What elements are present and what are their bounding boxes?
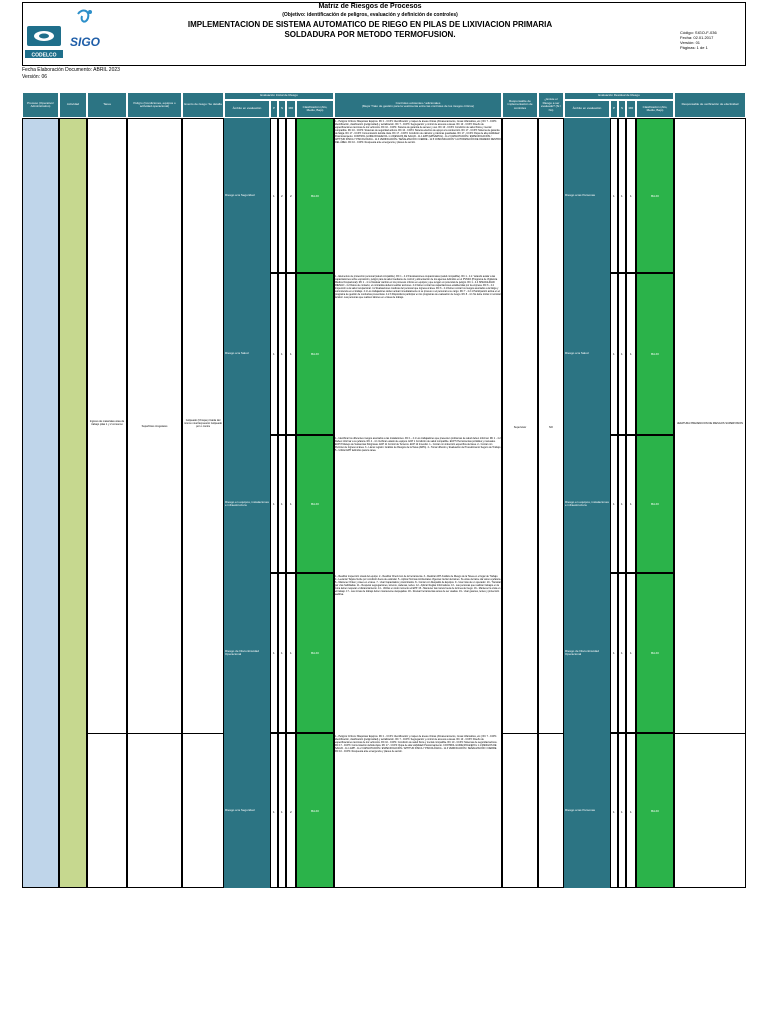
residual-row-3-p: 1 <box>613 502 615 506</box>
risk-row-2-s-cell <box>278 273 286 435</box>
evento-column <box>182 118 224 888</box>
risk-row-1-p-cell <box>270 118 278 273</box>
risk-row-3-p: 1 <box>273 502 275 506</box>
residual-row-2-s: 1 <box>621 352 623 356</box>
header-s: S <box>278 100 286 118</box>
header-evento: Evento de riesgo: Se detalla <box>182 92 224 118</box>
header-actividad: Actividad <box>59 92 87 118</box>
header-clasificacion: Clasificación (Alto, Medio, Bajo) <box>296 100 334 118</box>
proceso-column <box>22 118 59 888</box>
header-ambito-residual: Ámbito en evaluación <box>564 100 610 118</box>
task-separator <box>87 733 224 734</box>
residual-row-4-p: 1 <box>613 651 615 655</box>
existe-text: NO <box>549 426 553 429</box>
header-clasificacion-residual: Clasificación (Alto, Medio, Bajo) <box>636 100 674 118</box>
risk-row-4-p-cell <box>270 573 278 733</box>
risk-row-3-ambito <box>224 435 270 573</box>
peligro-column <box>127 118 182 888</box>
risk-row-5-clasif: BAJO <box>296 733 334 888</box>
header-controles-title: Controles existentes / adicionales <box>395 100 441 105</box>
verificador-text: JEFATURA PREVENCION DE RIESGOS SUPERVISION <box>676 422 744 425</box>
risk-row-1-mr: 2 <box>290 194 292 198</box>
controls-block-4: 1.- Realizar inspección visual del equipo. 2.- Realizar Check List de la herramienta. 3.- Realizar ART Análisis de Riesgo de la Tarea en el lugar de Trabajo. 4.- Levantar Tarjeta Verde por condición fuera de estándar. 5.- Aplicar Normas Ambientales Vigentes: Evitar derrames. Si existe derrame dar aviso a jefatura. 6.- Mantener Orden y Aseo en el área. 7.- Usar Capacitados y Autorizados. 8.- Contar con Respaldo de Equipos. 9.- Usar más de un operador. 10.- Transitar por vías habilitadas. 11.- Respetar segregaciones, letreros, cadenas, tecles. 12.- Aplicar Reglas Informativas. 13.- Las personas que realizan trabajos en la zona deben respetar el distanciamiento. 14.- Utilizar en todo momento el EPP. 15.- Mantener las manos fuera de la línea de fuego. 16.- Mantener la vista en el trabajo. 17.- Las zonas de trabajo deben mantenerse despejadas. 18.- Revisar herramientas antes de ser usadas. 19.- Usar guantes, lentes y protección auditiva. <box>335 575 501 596</box>
header-controles-sub: (Mejor Trato de gestión para la vestimenta entre las controles de los riesgos críticos) <box>361 104 475 108</box>
residual-row-5-ambito <box>564 733 610 888</box>
document-title: Matriz de Riesgos de Procesos <box>318 3 422 10</box>
residual-row-4-clasif: BAJO <box>636 573 674 733</box>
risk-row-5-label: Riesgo a la Seguridad <box>225 807 255 812</box>
residual-row-4-ambito <box>564 573 610 733</box>
document-code-box <box>680 30 717 50</box>
residual-row-3-ambito <box>564 435 610 573</box>
project-title-line2: SOLDADURA POR METODO TERMOFUSION. <box>284 30 456 39</box>
header-p: P <box>270 100 278 118</box>
tarea-text: Ingreso de materiales área de trabajo pilas 1 y 2 consumo <box>89 420 125 426</box>
risk-row-1-ambito <box>224 118 270 273</box>
risk-row-5-p-cell <box>270 733 278 888</box>
risk-row-2-mr-cell <box>286 273 296 435</box>
responsable-column <box>502 118 538 888</box>
residual-row-1-mr: 1 <box>630 194 632 198</box>
header-eval-inicial: Evaluación Inicial de Riesgo <box>224 92 334 100</box>
document-version-line: Versión: 06 <box>22 74 48 80</box>
risk-row-3-clasif: BAJO <box>296 435 334 573</box>
residual-row-3-p-cell <box>610 435 618 573</box>
header-mr-residual: MR <box>626 100 636 118</box>
residual-row-4-s: 1 <box>621 651 623 655</box>
risk-row-4-ambito <box>224 573 270 733</box>
residual-row-2-mr-cell <box>626 273 636 435</box>
header-ambito: Ámbito en evaluación <box>224 100 270 118</box>
risk-row-2-ambito <box>224 273 270 435</box>
risk-row-4-mr-cell <box>286 573 296 733</box>
residual-row-5-s-cell <box>618 733 626 888</box>
header-mr: MR <box>286 100 296 118</box>
residual-row-2-label: Riesgo a la Salud <box>565 351 589 356</box>
risk-row-5-ambito <box>224 733 270 888</box>
risk-row-5-s: 1 <box>281 810 283 814</box>
risk-row-2-p: 1 <box>273 352 275 356</box>
residual-row-3-mr-cell <box>626 435 636 573</box>
residual-row-1-s-cell <box>618 118 626 273</box>
residual-row-1-label: Riesgo a las Personas <box>565 192 596 197</box>
peligro-text: Superficies irregulares <box>141 425 168 428</box>
residual-row-5-s: 1 <box>621 810 623 814</box>
residual-row-4-mr-cell <box>626 573 636 733</box>
risk-row-1-s-cell <box>278 118 286 273</box>
elaboration-date: Fecha Elaboración Documento: ABRIL 2023 <box>22 67 120 73</box>
residual-row-1-s: 1 <box>621 194 623 198</box>
risk-row-2-p-cell <box>270 273 278 435</box>
controls-block-2: 1.- Elementos de protección personal (salud compatible). RC 1 - 4.1.5 Evaluaciones ocupacionales (salud compatible). RC 1 - 4.1: Velando avalar a las capacitaciones sobre exposición, peligro para la salud mediante de control y alimentación de los agentes definidos en el PVSSO (Programa de Vigilancia Médica Ocupacional). RC 1 - 4.1.2 Evaluar cambio en los procesos críticos en equipos y que tengan un potencial de peligro. RC 1 - 4.4 SPECIALIDAD RIESGO - 4.2 Datos de contacto, el contratista deberá realizar acciones. 4.2 Deben contar las capacitaciones establecidas por la empresa. RC 6 - 4.2 Inspección a la salud ocupacional. 4.2 Evaluaciones médicas del personal que ingresa al área. RC 6 - 4.1 Deben contar los riesgos asociados a la fatiga y somnolencia en el trabajo. 4.1 Los trabajadores deben actuar inmediatamente si su proceso o el personal a su cargo. RC 7 - 4.2.1 Participación activa en el programa de gestión de conductas preventivas. 4.2.3 Dispositivos participar en los programas de evaluación de riesgo. RC 8 - 4.1 No debe iniciar ni reiniciar la labor. Las personas que realicen labores en el área de trabajo. <box>335 275 501 299</box>
document-pages: Páginas: 1 de 1 <box>680 45 708 50</box>
risk-row-3-p-cell <box>270 435 278 573</box>
residual-row-2-p: 1 <box>613 352 615 356</box>
risk-row-2-mr: 1 <box>290 352 292 356</box>
risk-row-5-p: 1 <box>273 810 275 814</box>
residual-row-5-p-cell <box>610 733 618 888</box>
risk-row-2-label: Riesgo a la Salud <box>225 351 249 356</box>
risk-row-4-p: 1 <box>273 651 275 655</box>
risk-row-2-clasif: BAJO <box>296 273 334 435</box>
risk-row-4-label: Riesgo de Discontinuidad Operacional <box>225 648 260 656</box>
document-version: Versión: 01 <box>680 40 701 45</box>
residual-row-3-s-cell <box>618 435 626 573</box>
residual-row-1-p-cell <box>610 118 618 273</box>
residual-row-5-p: 1 <box>613 810 615 814</box>
verificacion-separator <box>674 733 746 734</box>
verificacion-column <box>674 118 746 888</box>
existe-column <box>538 118 564 888</box>
risk-row-3-label: Riesgo en equipos, instalaciones e infraestructura <box>225 499 269 507</box>
residual-row-5-clasif: BAJO <box>636 733 674 888</box>
risk-row-5-mr-cell <box>286 733 296 888</box>
risk-row-5-mr: 2 <box>290 810 292 814</box>
risk-row-1-mr-cell <box>286 118 296 273</box>
header-responsable-verificacion: Responsable de verificación de efectividad <box>674 92 746 118</box>
residual-row-4-s-cell <box>618 573 626 733</box>
evento-text: Golpeado (Choque) Caída del mismo nivel Expuesto/ Golpeado por o contra <box>184 419 222 428</box>
risk-row-1-label: Riesgo a la Seguridad <box>225 192 255 197</box>
risk-row-4-clasif: BAJO <box>296 573 334 733</box>
header-s-residual: S <box>618 100 626 118</box>
codelco-logo <box>23 6 65 62</box>
header-eval-residual: Evaluación Residual de Riesgo <box>564 92 674 100</box>
project-title-line1: IMPLEMENTACION DE SISTEMA AUTOMATICO DE RIEGO EN PILAS DE LIXIVIACION PRIMARIA <box>187 20 553 29</box>
residual-row-2-p-cell <box>610 273 618 435</box>
residual-row-1-p: 1 <box>613 194 615 198</box>
responsable-separator <box>502 733 564 734</box>
residual-row-3-s: 1 <box>621 502 623 506</box>
risk-row-5-s-cell <box>278 733 286 888</box>
residual-row-4-p-cell <box>610 573 618 733</box>
risk-row-1-p: 1 <box>273 194 275 198</box>
header-responsable: Responsable de implementación de controles <box>502 92 538 118</box>
residual-row-3-label: Riesgo en equipos, instalaciones e infraestructura <box>565 499 609 507</box>
residual-row-2-mr: 1 <box>630 352 632 356</box>
document-objective: (Objetivo: identificación de peligros, evaluación y definición de controles) <box>282 12 458 18</box>
residual-row-2-s-cell <box>618 273 626 435</box>
header-controles <box>334 92 502 118</box>
risk-row-3-mr-cell <box>286 435 296 573</box>
risk-row-4-s: 1 <box>281 651 283 655</box>
risk-row-3-s-cell <box>278 435 286 573</box>
controls-block-3: 1.- Identificar los diferentes riesgos asociados a las instalaciones. RC 1 - 4.1 Los trabajadores que presenten problemas de salud deben informar. RC 1 - 4.2 Deben informar a su jefatura. RC 4 - 4.1 Verificar estado de equipos. ECP 1 Condición de salud compatible. ECP 5 Herramientas portátiles y manuales. ECP 8 Manejo de Sustancias Peligrosas. ECP 11 Control de Terceros. ECP 12 Incendio. 1.- Contar con inducción específica del área. 2.- Contar con Permiso de Ingreso al área. 3.- Llenar registro: Análisis de Riesgos de la Tarea (ARTs). 4.- Tomar difusión y Evaluación de Procedimiento Seguro de Trabajo. 5.- Utilizar EPP definidos para la tarea. <box>335 437 501 452</box>
residual-row-2-ambito <box>564 273 610 435</box>
residual-row-3-mr: 1 <box>630 502 632 506</box>
risk-row-3-mr: 1 <box>290 502 292 506</box>
project-title <box>150 20 590 40</box>
header-proceso: Proceso (Operativo/ Administrativo) <box>22 92 59 118</box>
risk-row-1-s: 2 <box>281 194 283 198</box>
residual-row-4-mr: 1 <box>630 651 632 655</box>
document-code: Código: SIGO-F-036 <box>680 30 717 35</box>
residual-row-5-label: Riesgo a las Personas <box>565 807 596 812</box>
header-tarea: Tarea <box>87 92 127 118</box>
risk-row-4-s-cell <box>278 573 286 733</box>
header-p-residual: P <box>610 100 618 118</box>
header-existe: ¿Existe el Riesgo a ser evaluado? (Si / No) <box>538 92 564 118</box>
controls-block-1: 1.- Peligros Críticos: Máquinas/ Equipos. RC 1 - CCP1: Identificación y mapeo de áreas críticas (Almacenamiento, zonas inflamables, etc.) RC 7 - CCP1: Identificación, clasificación (peligrosidad) y señalización. RC 7 - CCP3: Segregación y control de accesos a áreas. RC 10 - CCP3: Diseño de especificaciones técnicas de los vehículos. RC 10 - CCP4: Sistema de garantía de acceso y uso. RC 10 - CCP4: Condición de salud física y mental compatible. RC 10 - CCP4: Sistemas de seguridad activos. RC 10 - CCP4: Sistema efectivo de apoyo a la conducción. RC 17 - CCP3: Sistema de garantía de fatiga. RC 17 - CCP3: Comunicación debida clara. RC 17 - CCP3: Condición de cálculos y prácticas guardadas. RC 17 - CCP4: Ropa de alta visibilidad/ Posicionamiento. CONTROL GUIDE ROLE/EXCL 1.1 RIESGOS DE SALUD - 11.1 EPP (EPIS/EPCG) - 11.2 CAPACITACIÓN / ESPECIFICACIÓN / APTITUD FÍSICA Y PSICOLÓGICA - 11.3 VERIFICACIÓN / SEÑALIZACIÓN / CIERRE - 11.5 COMUNICACIÓN Y AUTORIZACIÓN DE INGRESO DENTRO DEL ÁREA. RC 10 - CCP4: Respuesta ante emergencia y planes de acción. <box>335 120 501 144</box>
risk-row-3-s: 1 <box>281 502 283 506</box>
risk-row-2-s: 1 <box>281 352 283 356</box>
document-date: Fecha: 02.01.2017 <box>680 35 714 40</box>
residual-row-1-ambito <box>564 118 610 273</box>
risk-row-4-mr: 1 <box>290 651 292 655</box>
residual-row-1-mr-cell <box>626 118 636 273</box>
residual-row-4-label: Riesgo de Discontinuidad Operacional <box>565 648 600 656</box>
risk-row-1-clasif: BAJO <box>296 118 334 273</box>
actividad-column <box>59 118 87 888</box>
controls-block-5: 1.- Peligros Críticos: Máquinas/ Equipos. RC 1 - CCP1: Identificación y mapeo de áreas críticas (Almacenamiento, zonas inflamables, etc.) RC 7 - CCP1: Identificación, clasificación (peligrosidad) y señalización. RC 7 - CCP3: Segregación y control de accesos a áreas. RC 10 - CCP3: Diseño de especificaciones técnicas de los vehículos. RC 10 - CCP4: Condición de salud física y mental compatible. RC 10 - CCP4: Sistemas de seguridad activos. RC 17 - CCP3: Comunicación debida clara. RC 17 - CCP4: Ropa de alta visibilidad/ Posicionamiento. CONTROL GUIDE ROLE/EXCL 1.1 RIESGOS DE SALUD - 11.1 EPP - 11.2 CAPACITACIÓN / ESPECIFICACIÓN / APTITUD FÍSICA Y PSICOLÓGICA - 11.3 VERIFICACIÓN / SEÑALIZACIÓN / CIERRE. RC 10 - CCP4: Respuesta ante emergencia y planes de acción. <box>335 735 498 753</box>
residual-row-5-mr: 1 <box>630 810 632 814</box>
sigo-logo-text: SIGO <box>69 35 101 49</box>
sigo-logo <box>68 6 102 62</box>
tarea-column <box>87 118 127 888</box>
residual-row-2-clasif: BAJO <box>636 273 674 435</box>
residual-row-5-mr-cell <box>626 733 636 888</box>
codelco-logo-text: CODELCO <box>31 52 57 59</box>
residual-row-3-clasif: BAJO <box>636 435 674 573</box>
residual-row-1-clasif: BAJO <box>636 118 674 273</box>
header-peligro: Peligro (Condiciones, equipos o actividad operacional) <box>127 92 182 118</box>
responsable-text: Supervisor <box>513 426 527 429</box>
